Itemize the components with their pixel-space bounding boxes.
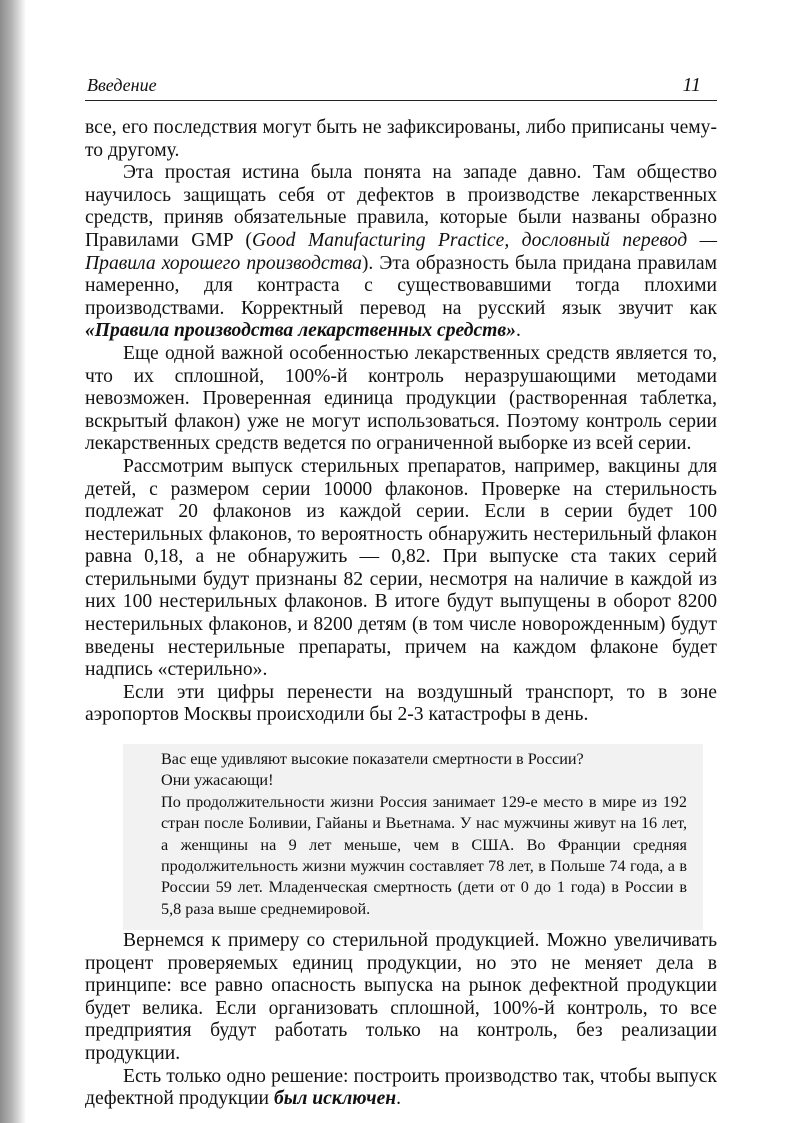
insert-exclamation: Они ужасающи! xyxy=(161,771,274,790)
gmp-text-c: . xyxy=(515,320,521,342)
insert-statistics: По продолжительности жизни Россия занимает 129-е место в мире из 192 стран после Боливии, Гайаны и Вьетнама. У нас мужчины живут на 16 лет, а женщины на 9 лет меньше, чем в США. Во Франции средняя продолжительность жизни мужчин составляет 78 лет, в Польше 74 года, а в России 59 лет. Младенческая смертность (дети от 0 до 1 года) в России в 5,8 раза выше среднемировой. xyxy=(161,792,687,918)
paragraph-continuation: все, его последствия могут быть не зафиксированы, либо приписаны чему-то другому. xyxy=(85,117,717,161)
paragraph-control: Еще одной важной особенностью лекарственных средств является то, что их сплошной, 100%-й контроль неразрушающими методами невозможен. Проверенная единица продукции (растворенная таблетка, вскрытый флакон) уже не могут использоваться. Поэтому контроль серии лекарственных средств ведется по ограниченной выборке из всей серии. xyxy=(85,342,717,455)
paragraph-sterile: Рассмотрим выпуск стерильных препаратов, например, вакцины для детей, с размером серии 10000 флаконов. Проверке на стерильность подлежат 20 флаконов из каждой серии. Если в серии будет 100 нестерильных флаконов, то вероятность обнаружить нестерильный флакон равна 0,18, а не обнаружить — 0,82. При выпуске ста таких серий стерильными будут признаны 82 серии, несмотря на наличие в каждой из них 100 нестерильных флаконов. В итоге будут выпущены в оборот 8200 нестерильных флаконов, и 8200 детям (в том числе новорожденным) будут введены нестерильные препараты, причем на каждом флаконе будет надпись «стерильно». xyxy=(85,455,717,681)
main-text xyxy=(85,117,717,727)
running-header xyxy=(85,74,717,101)
sidebar-insert xyxy=(123,744,703,930)
chapter-title: Введение xyxy=(87,75,157,95)
gmp-text-a: Эта простая истина была понята на западе давно. Там общество научилось защищать себя от дефектов в производстве лекарственных средств, приняв обязательные правила, которые были названы образно Правилами GMP ( xyxy=(85,162,717,251)
paragraph-gmp xyxy=(85,162,717,343)
scan-gutter-shadow xyxy=(0,0,26,1123)
solution-text-b: . xyxy=(396,1088,402,1110)
paragraph-solution xyxy=(85,1066,717,1111)
solution-text-a: Есть только одно решение: построить производство так, чтобы выпуск дефектной продукции xyxy=(85,1065,717,1110)
insert-question: Вас еще удивляют высокие показатели смертности в России? xyxy=(161,750,584,768)
paragraph-transport: Если эти цифры перенести на воздушный транспорт, то в зоне аэропортов Москвы происходили бы 2-3 катастрофы в день. xyxy=(85,681,717,726)
gmp-correct-translation: «Правила производства лекарственных средств» xyxy=(85,320,516,342)
paragraph-return: Вернемся к примеру со стерильной продукцией. Можно увеличивать процент проверяемых единиц продукции, но это не меняет дела в принципе: все равно опасность выпуска на рынок дефектной продукции будет велика. Если организовать сплошной, 100%-й контроль, то все предприятия будут работать только на контроль, без реализации продукции. xyxy=(85,930,717,1064)
page-number: 11 xyxy=(682,74,701,96)
solution-emphasis: был исключен xyxy=(273,1088,397,1110)
gmp-translation: Good Manufacturing Practice, дословный перевод — Правила хорошего производства xyxy=(85,229,717,274)
gmp-text-b: ). Эта образность была придана правилам намеренно, для контраста с существовавшими тогда плохими производствами. Корректный перевод на русский язык звучит как xyxy=(85,252,717,319)
closing-text xyxy=(85,930,717,1111)
